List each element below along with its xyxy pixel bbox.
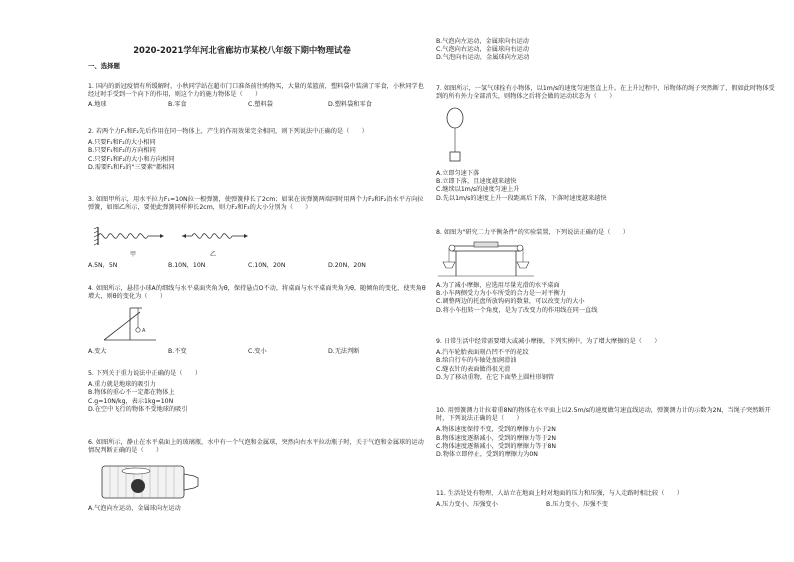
option: D.为了移动重物，在它下面垫上圆柱形钢管 <box>436 373 555 381</box>
question-7 <box>436 85 776 101</box>
spring-figure <box>94 223 264 259</box>
question-7-options <box>436 170 776 203</box>
question-4 <box>88 285 428 301</box>
balance-apparatus-figure <box>438 240 534 280</box>
option: C.缝衣针的表面做得很光滑 <box>436 365 511 373</box>
option: A.物体速度保持不变，受到的摩擦力小于2N <box>436 426 556 434</box>
question-11 <box>436 490 776 509</box>
option: A.5N，5N <box>88 262 118 269</box>
question-text: 3. 如图甲所示，用水平拉力F₁=10N拉一根弹簧，使弹簧伸长了2cm；如果在该弹簧两端同时用两个力F₂和F₂沿水平方向拉弹簧，如图乙所示，要使此弹簧同样伸长2cm，则力F₂和F₃的大小分别为（ ） <box>88 196 424 212</box>
section-heading: 一、选择题 <box>88 62 120 70</box>
option: A.汽车轮胎表面刻凸凹不平的花纹 <box>436 349 529 357</box>
option: A.气泡向左运动，金属球向左运动 <box>88 505 181 512</box>
option: D.20N，20N <box>328 262 366 269</box>
question-10 <box>436 407 776 459</box>
option: C.继续以1m/s的速度匀速上升 <box>436 186 520 194</box>
figure-label-jia: 甲 <box>130 251 137 258</box>
bottle-figure <box>98 462 208 502</box>
question-4-options <box>88 348 428 356</box>
option: D.无法判断 <box>328 348 360 355</box>
option: C.气泡向右运动，金属球向右运动 <box>436 46 529 54</box>
option: C.物体速度逐渐减小，受到的摩擦力等于8N <box>436 442 557 450</box>
option: D.将小车扭转一个角度，是为了改变力的作用线在同一直线 <box>436 306 598 314</box>
question-9 <box>436 338 776 382</box>
option: B.立即下落，且速度越来越快 <box>436 178 517 186</box>
question-8 <box>436 229 776 237</box>
question-text: 5. 下列关于重力说法中正确的是（ ） <box>88 370 202 377</box>
question-6 <box>88 439 428 455</box>
question-text: 7. 如图所示，一氢气球拴有小物体，以1m/s的速度匀速竖直上升。在上升过程中，吊物体的绳子突然断了，假如此时物体受到的所有外力全部消失，则物体之后将会做的运动状态为（ ） <box>436 85 775 101</box>
option: A.为了减小摩擦，应选用尽量光滑的水平桌面 <box>436 282 560 289</box>
option: D.塑料袋和零食 <box>328 101 372 109</box>
option: B.只要F₁和F₂的方向相同 <box>88 147 156 155</box>
balloon-figure <box>440 106 470 166</box>
question-text: 11. 生活处处有物理，人站立在地面上时对地面的压力和压强，与人走路时相比较（ ） <box>436 490 683 497</box>
option: A.重力就是地球的吸引力 <box>88 381 156 389</box>
figure-label-yi: 乙 <box>210 251 217 258</box>
option: A.变大 <box>88 348 107 355</box>
question-text: 4. 如图所示，悬挂小球A的细线与水平桌面夹角为θ，保持悬点O不动，将桌面与水平桌面夹角为θ，随倾角的变化，使夹角θ增大，则θ的变化为（ ） <box>88 285 426 301</box>
question-text: 9. 日常生活中经常需要增大或减小摩擦，下列实例中，为了增大摩擦的是（ ） <box>436 338 661 345</box>
option: B.不变 <box>168 348 187 355</box>
option: A.只要F₁和F₂的大小相同 <box>88 139 156 147</box>
option: D.气泡向右运动，金属球向左运动 <box>436 54 530 62</box>
option: C.只要F₁和F₂的大小和方向相同 <box>88 155 175 163</box>
option: D.需要F₁和F₂的"三要素"都相同 <box>88 163 175 171</box>
option: B.10N，10N <box>168 262 206 269</box>
option: A.地球 <box>88 101 107 109</box>
option: C.调整两边的托盘所放钩码的数量，可以改变力的大小 <box>436 298 585 306</box>
option: B.零食 <box>168 101 187 109</box>
option: B.压力变小，压强不变 <box>546 501 608 509</box>
question-text: 1. 国内的新冠疫情有所缓解时，小秋同学站在超市门口准备前往购物买，大量的菜篮前，塑料袋中装满了零食，小秋同学也经过时手受到一个向下的作用，则这个力的施力物体是（ ） <box>88 83 424 99</box>
option: B.气泡向左运动，金属球向右运动 <box>436 38 529 45</box>
question-3-options <box>88 262 428 270</box>
pendulum-figure <box>100 304 160 344</box>
option: D.在空中飞行的物体不受地球的吸引 <box>88 405 188 413</box>
option: D.物体立即停止，受到的摩擦力为0N <box>436 451 538 459</box>
option: C.10N，20N <box>248 262 286 269</box>
option: D.先以1m/s的速度上升一段距离后下落，下落时速度越来越快 <box>436 194 607 202</box>
question-6-continued <box>436 38 776 63</box>
option: B.物体速度逐渐减小，受到的摩擦力等于2N <box>436 434 556 442</box>
question-text: 8. 如图为"研究二力平衡条件"的实验装置，下列说法正确的是（ ） <box>436 229 629 236</box>
question-5 <box>88 370 428 414</box>
question-2 <box>88 128 428 172</box>
question-6-options <box>88 505 428 513</box>
option: B.物体的重心不一定都在物体上 <box>88 389 175 397</box>
question-3 <box>88 196 428 212</box>
question-1 <box>88 83 428 110</box>
option: C.g=10N/kg，表示1kg=10N <box>88 397 174 405</box>
question-text: 6. 如图所示，静止在水平桌面上的玻璃瓶，水中有一个气泡和金属球，突然向右水平拉动瓶子时，关于气泡和金属球的运动情况判断正确的是（ ） <box>88 439 424 455</box>
figure-label-a: A <box>142 328 146 334</box>
question-text: 10. 用弹簧测力计拉着重8N的物体在水平面上以2.5m/s的速度做匀速直线运动，弹簧测力计的示数为2N，当绳子突然断开时，下列说法正确的是（ ） <box>436 407 771 423</box>
question-text: 2. 若两个力F₁和F₂先后作用在同一物体上，产生的作用效果完全相同，则下列说法中正确的是（ ） <box>88 128 368 135</box>
option: B.给自行车的车轴处加润滑油 <box>436 357 517 365</box>
page-title: 2020-2021学年河北省廊坊市某校八年级下期中物理试卷 <box>133 45 351 55</box>
option: C.塑料袋 <box>248 101 273 109</box>
option: A.立即匀速下落 <box>436 170 480 177</box>
question-8-options <box>436 282 776 315</box>
option: C.变小 <box>248 348 267 355</box>
option: A.压力变小，压强变小 <box>436 501 498 509</box>
option: B.小车两侧受力为小车所受的合力是一对平衡力 <box>436 290 566 298</box>
